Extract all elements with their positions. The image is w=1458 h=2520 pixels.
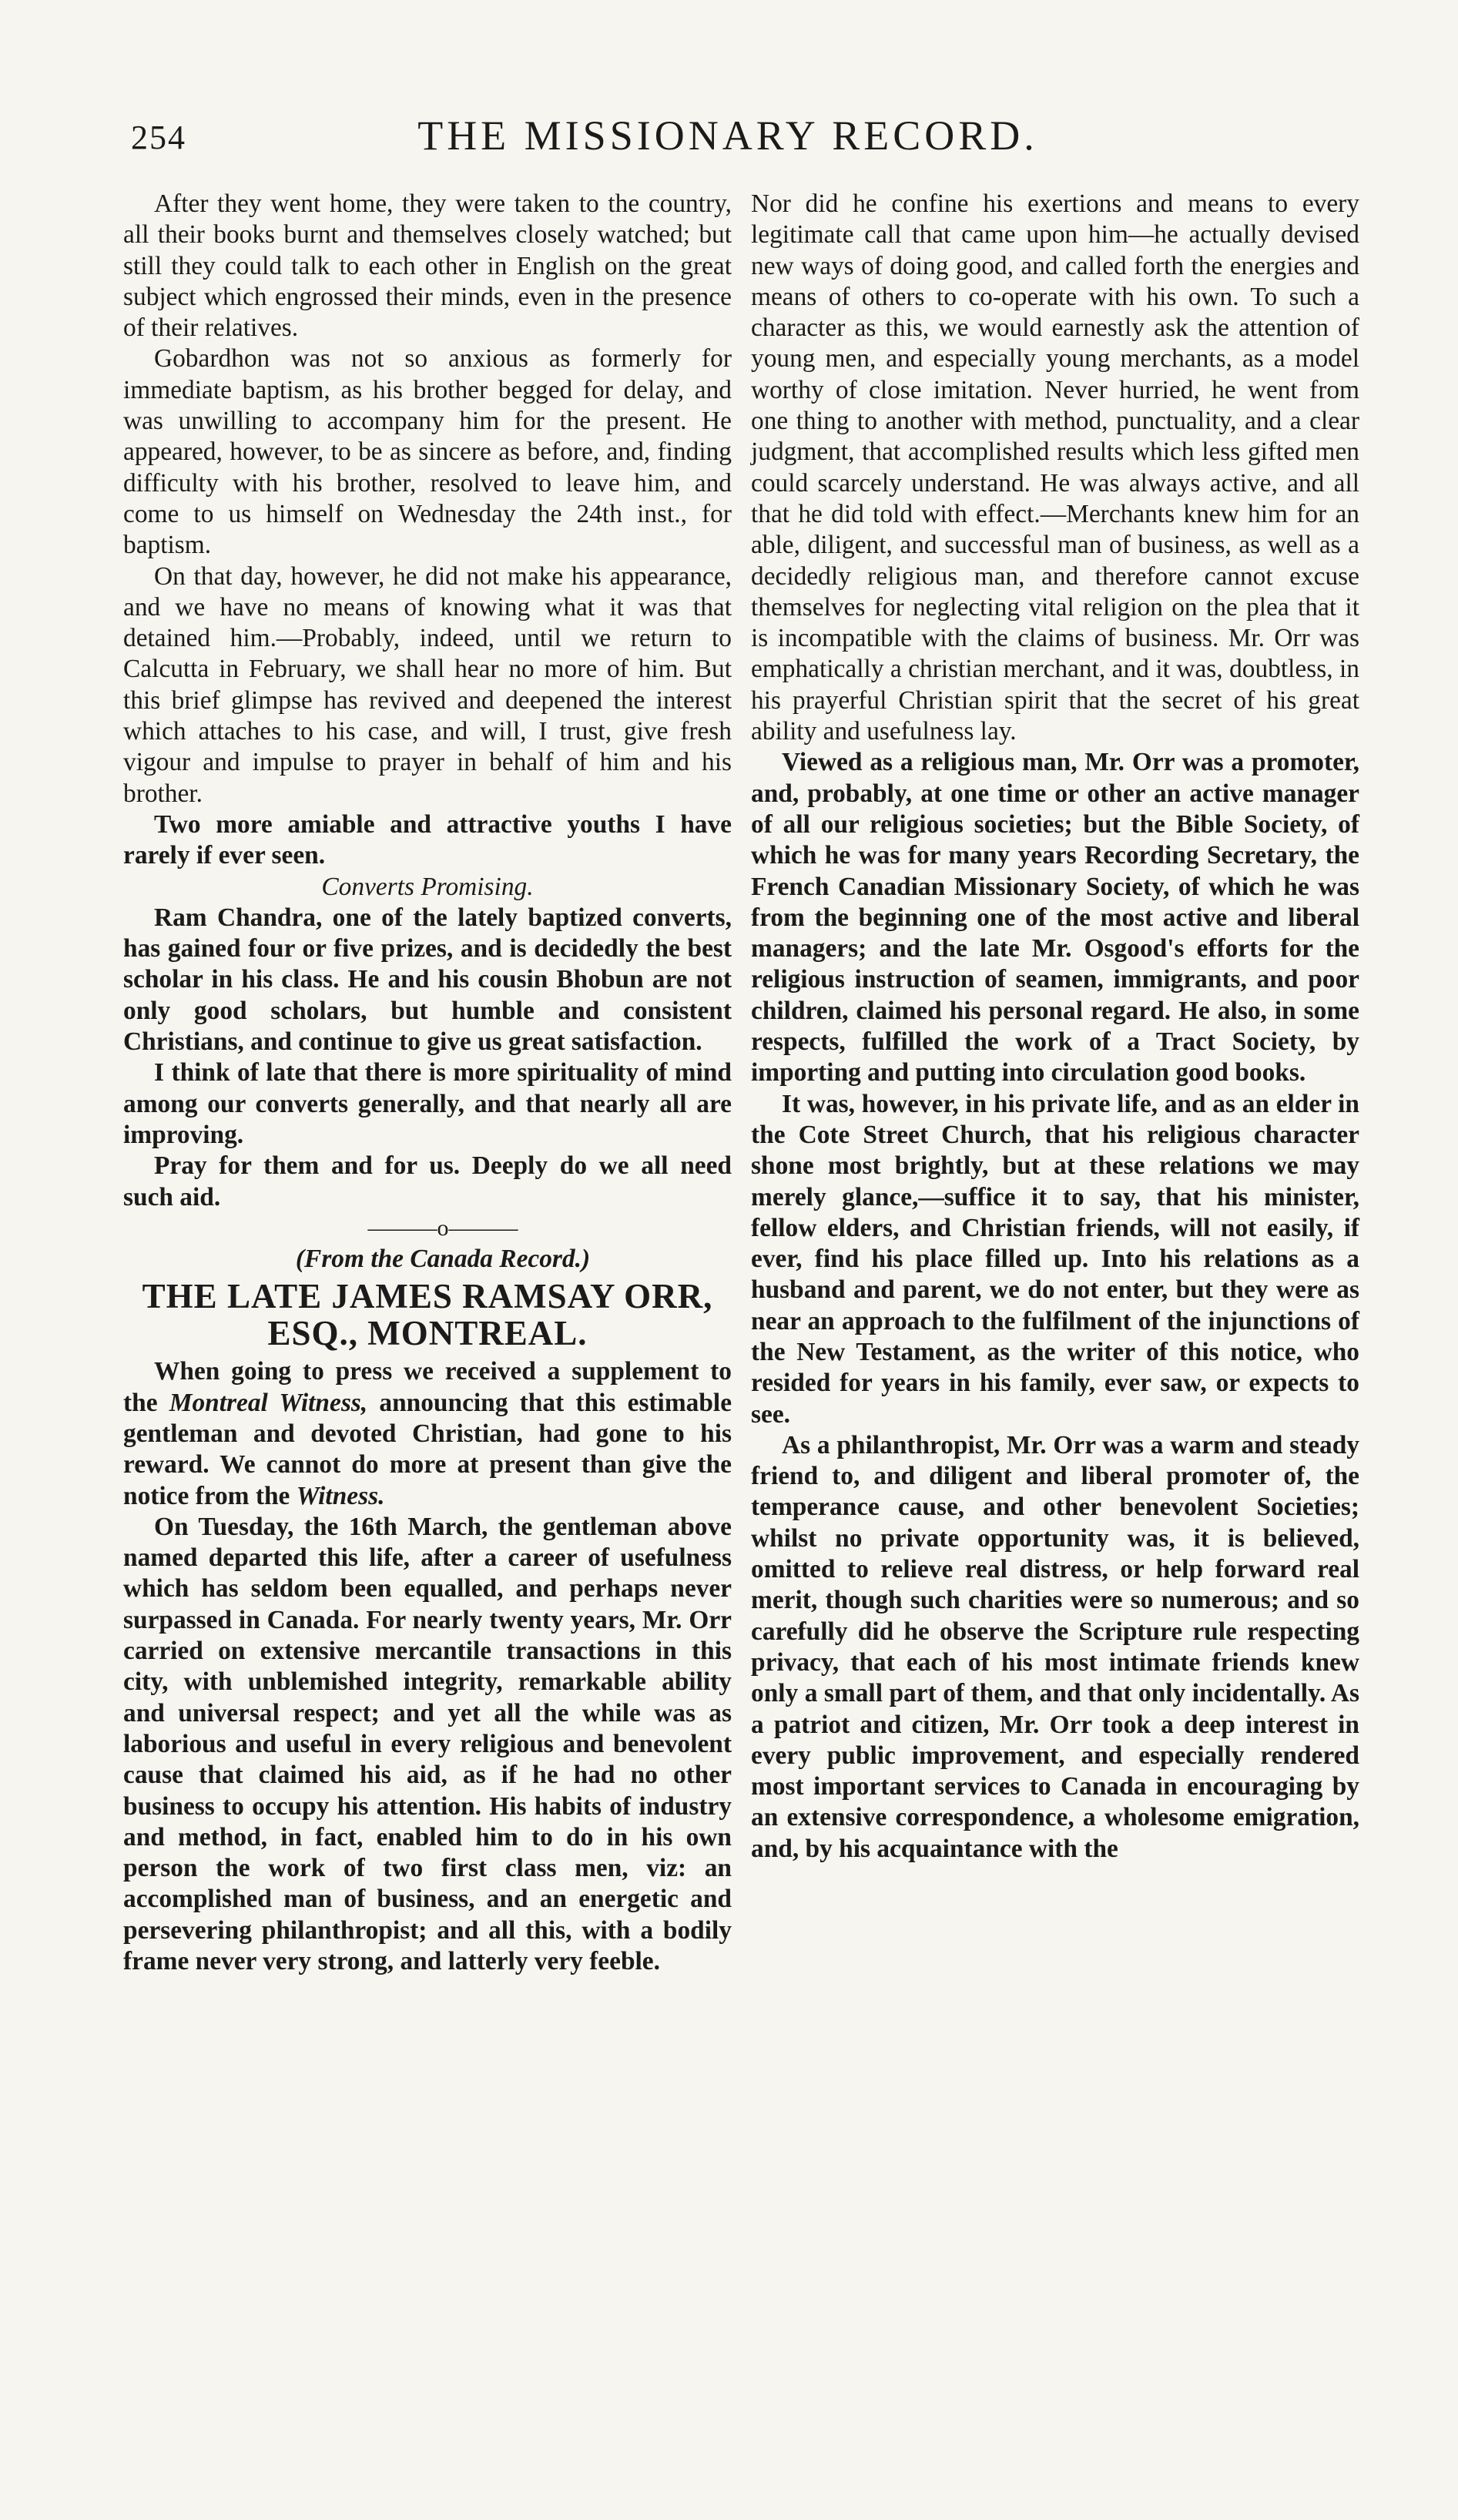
paragraph: Viewed as a religious man, Mr. Orr was a promoter, and, probably, at one time or other an active manager of all our religious societies; but the Bible Society, of which he was for many years Recording Secretary, the French Canadian Missionary Society, of which he was from the beginning one of the most active and liberal managers; and the late Mr. Osgood's efforts for the religious instruction of seamen, immigrants, and poor children, claimed his personal regard. He also, in some respects, fulfilled the work of a Tract Society, by importing and putting into circulation good books.	[751, 748, 1359, 1087]
text-run: When going to press we received a supplement to the	[123, 1357, 732, 1417]
headline-line-2: ESQ., MONTREAL.	[267, 1314, 588, 1353]
paragraph: As a philanthropist, Mr. Orr was a warm and steady friend to, and diligent and liberal promoter of, the temperance cause, and other benevolent Societies; whilst no private opportunity was, it is believed, omitted to relieve real distress, or help forward real merit, though such charities were so numerous; and so carefully did he observe the Scripture rule respecting privacy, that each of his most intimate friends knew only a small part of them, and that only incidentally. As a patriot and citizen, Mr. Orr took a deep interest in every public improvement, and especially rendered most important services to Canada in encouraging by an extensive correspondence, a wholesome emigration, and, by his acquaintance with the	[751, 1430, 1359, 1863]
text-run: announcing that this estimable gentleman and devoted Christian, had gone to his reward. We cannot do more at present than give the notice from the	[123, 1388, 732, 1510]
paragraph: Two more amiable and attractive youths I have rarely if ever seen.	[123, 809, 732, 870]
section-subhead: Converts Promising.	[321, 872, 534, 901]
publication-title: Witness.	[296, 1481, 385, 1510]
paragraph: Ram Chandra, one of the lately baptized converts, has gained four or five prizes, and is decidedly the best scholar in his class. He and his cousin Bhobun are not only good scholars, but humble and consistent Christians, and continue to give us great satisfaction.	[123, 903, 732, 1057]
paragraph: On Tuesday, the 16th March, the gentleman above named departed this life, after a career of usefulness which has seldom been equalled, and perhaps never surpassed in Canada. For nearly twenty years, Mr. Orr carried on extensive mercantile transactions in this city, with unblemished integrity, remarkable ability and universal respect; and yet all the while was as laborious and useful in every religious and benevolent cause that claimed his aid, as if he had no other business to occupy his attention. His habits of industry and method, in fact, enabled him to do in his own person the work of two first class men, viz: an accomplished man of business, and an energetic and persevering philanthropist; and all this, with a bodily frame never very strong, and latterly very feeble.	[123, 1512, 732, 1976]
paragraph: Gobardhon was not so anxious as formerly for immediate baptism, as his brother begged for delay, and was unwilling to accompany him for the present. He appeared, however, to be as sincere as before, and, finding difficulty with his brother, resolved to leave him, and come to us himself on Wednesday the 24th inst., for baptism.	[123, 344, 732, 560]
source-credit: (From the Canada Record.)	[295, 1245, 591, 1274]
running-head: THE MISSIONARY RECORD.	[417, 112, 1038, 159]
paragraph: I think of late that there is more spirituality of mind among our converts generally, and that nearly all are improving.	[123, 1058, 732, 1149]
publication-title: Montreal Witness,	[169, 1388, 368, 1417]
page-header	[116, 112, 1340, 158]
paragraph: Pray for them and for us. Deeply do we all need such aid.	[123, 1151, 732, 1211]
paragraph	[123, 1356, 732, 1511]
paragraph: On that day, however, he did not make his appearance, and we have no means of knowing what it was that detained him.—Probably, indeed, until we return to Calcutta in February, we shall hear no more of him. But this brief glimpse has revived and deepened the interest which attaches to his case, and will, I trust, give fresh vigour and impulse to prayer in behalf of him and his brother.	[123, 561, 732, 808]
section-separator: ———o———	[367, 1215, 518, 1241]
page-number: 254	[131, 119, 186, 156]
paragraph: Nor did he confine his exertions and means to every legitimate call that came upon him—he actually devised new ways of doing good, and called forth the energies and means of others to co-operate with his own. To such a character as this, we would earnestly ask the attention of young men, and especially young merchants, as a model worthy of close imitation. Never hurried, he went from one thing to another with method, punctuality, and a clear judgment, that accomplished results which less gifted men could scarcely understand. He was always active, and all that he did told with effect.—Merchants knew him for an able, diligent, and successful man of business, as well as a decidedly religious man, and therefore cannot excuse themselves for neglecting vital religion on the plea that it is incompatible with the claims of business. Mr. Orr was emphatically a christian merchant, and it was, doubtless, in his prayerful Christian spirit that the secret of his great ability and usefulness lay.	[751, 189, 1359, 746]
left-column	[123, 189, 732, 1977]
right-column	[751, 189, 1359, 1865]
article-headline	[123, 1278, 732, 1352]
paragraph: It was, however, in his private life, and as an elder in the Cote Street Church, that his religious character shone most brightly, but at these relations we may merely glance,—suffice it to say, that his minister, fellow elders, and Christian friends, will not easily, if ever, find his place filled up. Into his relations as a husband and parent, we do not enter, but they were as near an approach to the fulfilment of the injunctions of the New Testament, as the writer of this notice, who resided for years in his family, ever saw, or expects to see.	[751, 1089, 1359, 1429]
headline-line-1: THE LATE JAMES RAMSAY ORR,	[142, 1277, 713, 1316]
paragraph: After they went home, they were taken to the country, all their books burnt and themselves closely watched; but still they could talk to each other in English on the great subject which engrossed their minds, even in the presence of their relatives.	[123, 189, 732, 343]
